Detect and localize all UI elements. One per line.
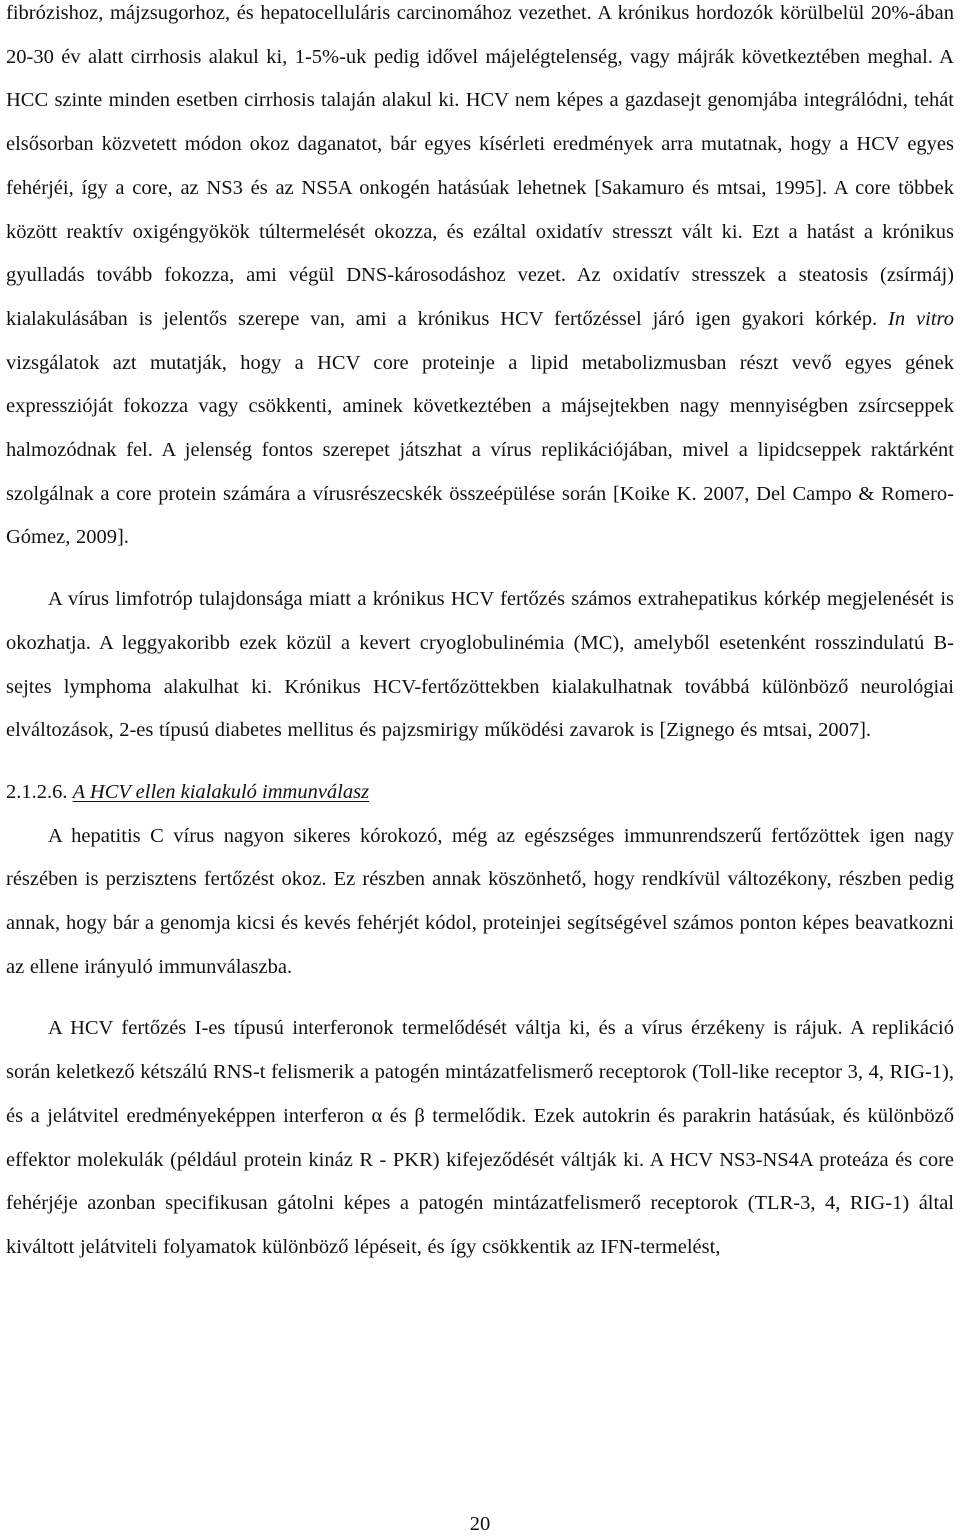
document-page — [6, 0, 954, 1270]
in-vitro-term: In vitro — [888, 307, 954, 330]
paragraph-hcc-cirrhosis — [6, 0, 954, 560]
section-title: A HCV ellen kialakuló immunválasz — [72, 780, 370, 803]
section-heading — [6, 771, 954, 815]
paragraph-text: fibrózishoz, májzsugorhoz, és hepatocelluláris carcinomához vezethet. A krónikus hordozók körülbelül 20%-ában 20-30 év alatt cirrhosis alakul ki, 1-5%-uk pedig idővel májelégtelenség, vagy májrák következtében meghal. A HCC szinte minden esetben cirrhosis talaján alakul ki. HCV nem képes a gazdasejt genomjába integrálódni, tehát elsősorban közvetett módon okoz daganatot, bár egyes kísérleti eredmények arra mutatnak, hogy a HCV egyes fehérjéi, így a core, az NS3 és az NS5A onkogén hatásúak lehetnek [Sakamuro és mtsai, 1995]. A core többek között reaktív oxigéngyökök túltermelését okozza, és ezáltal oxidatív stresszt vált ki. Ezt a hatást a krónikus gyulladás tovább fokozza, ami végül DNS-károsodáshoz vezet. Az oxidatív stresszek a steatosis (zsírmáj) kialakulásában is jelentős szerepe van, ami a krónikus HCV fertőzéssel járó igen gyakori kórkép. — [6, 2, 954, 330]
page-number: 20 — [469, 1513, 491, 1535]
section-number: 2.1.2.6. — [6, 780, 68, 803]
paragraph-gap — [6, 989, 954, 1007]
paragraph-gap — [6, 560, 954, 578]
paragraph-immune-evasion: A hepatitis C vírus nagyon sikeres kórokozó, még az egészséges immunrendszerű fertőzöttek igen nagy részében is perzisztens fertőzést okoz. Ez részben annak köszönhető, hogy rendkívül változékony, részben pedig annak, hogy bár a genomja kicsi és kevés fehérjét kódol, proteinjei segítségével számos ponton képes beavatkozni az ellene irányuló immunválaszba. — [6, 824, 954, 978]
paragraph-extrahepatic: A vírus limfotróp tulajdonsága miatt a krónikus HCV fertőzés számos extrahepatikus kórkép megjelenését is okozhatja. A leggyakoribb ezek közül a kevert cryoglobulinémia (MC), amelyből esetenként rosszindulatú B-sejtes lymphoma alakulhat ki. Krónikus HCV-fertőzöttekben kialakulhatnak továbbá különböző neurológiai elváltozások, 2-es típusú diabetes mellitus és pajzsmirigy működési zavarok is [Zignego és mtsai, 2007]. — [6, 588, 954, 742]
paragraph-text: vizsgálatok azt mutatják, hogy a HCV core proteinje a lipid metabolizmusban részt vevő egyes gének expresszióját fokozza vagy csökkenti, aminek következtében a májsejtekben nagy mennyiségben zsírcseppek halmozódnak fel. A jelenség fontos szerepet játszhat a vírus replikációjában, mivel a lipidcseppek raktárként szolgálnak a core protein számára a vírusrészecskék összeépülése során [Koike K. 2007, Del Campo & Romero-Gómez, 2009]. — [6, 351, 954, 549]
paragraph-interferon: A HCV fertőzés I-es típusú interferonok termelődését váltja ki, és a vírus érzékeny is rájuk. A replikáció során keletkező kétszálú RNS-t felismerik a patogén mintázatfelismerő receptorok (Toll-like receptor 3, 4, RIG-1), és a jelátvitel eredményeképpen interferon α és β termelődik. Ezek autokrin és parakrin hatásúak, és különböző effektor molekulák (például protein kináz R - PKR) kifejeződését váltják ki. A HCV NS3-NS4A proteáza és core fehérjéje azonban specifikusan gátolni képes a patogén mintázatfelismerő receptorok (TLR-3, 4, RIG-1) által kiváltott jelátviteli folyamatok különböző lépéseit, és így csökkentik az IFN-termelést, — [6, 1017, 954, 1258]
